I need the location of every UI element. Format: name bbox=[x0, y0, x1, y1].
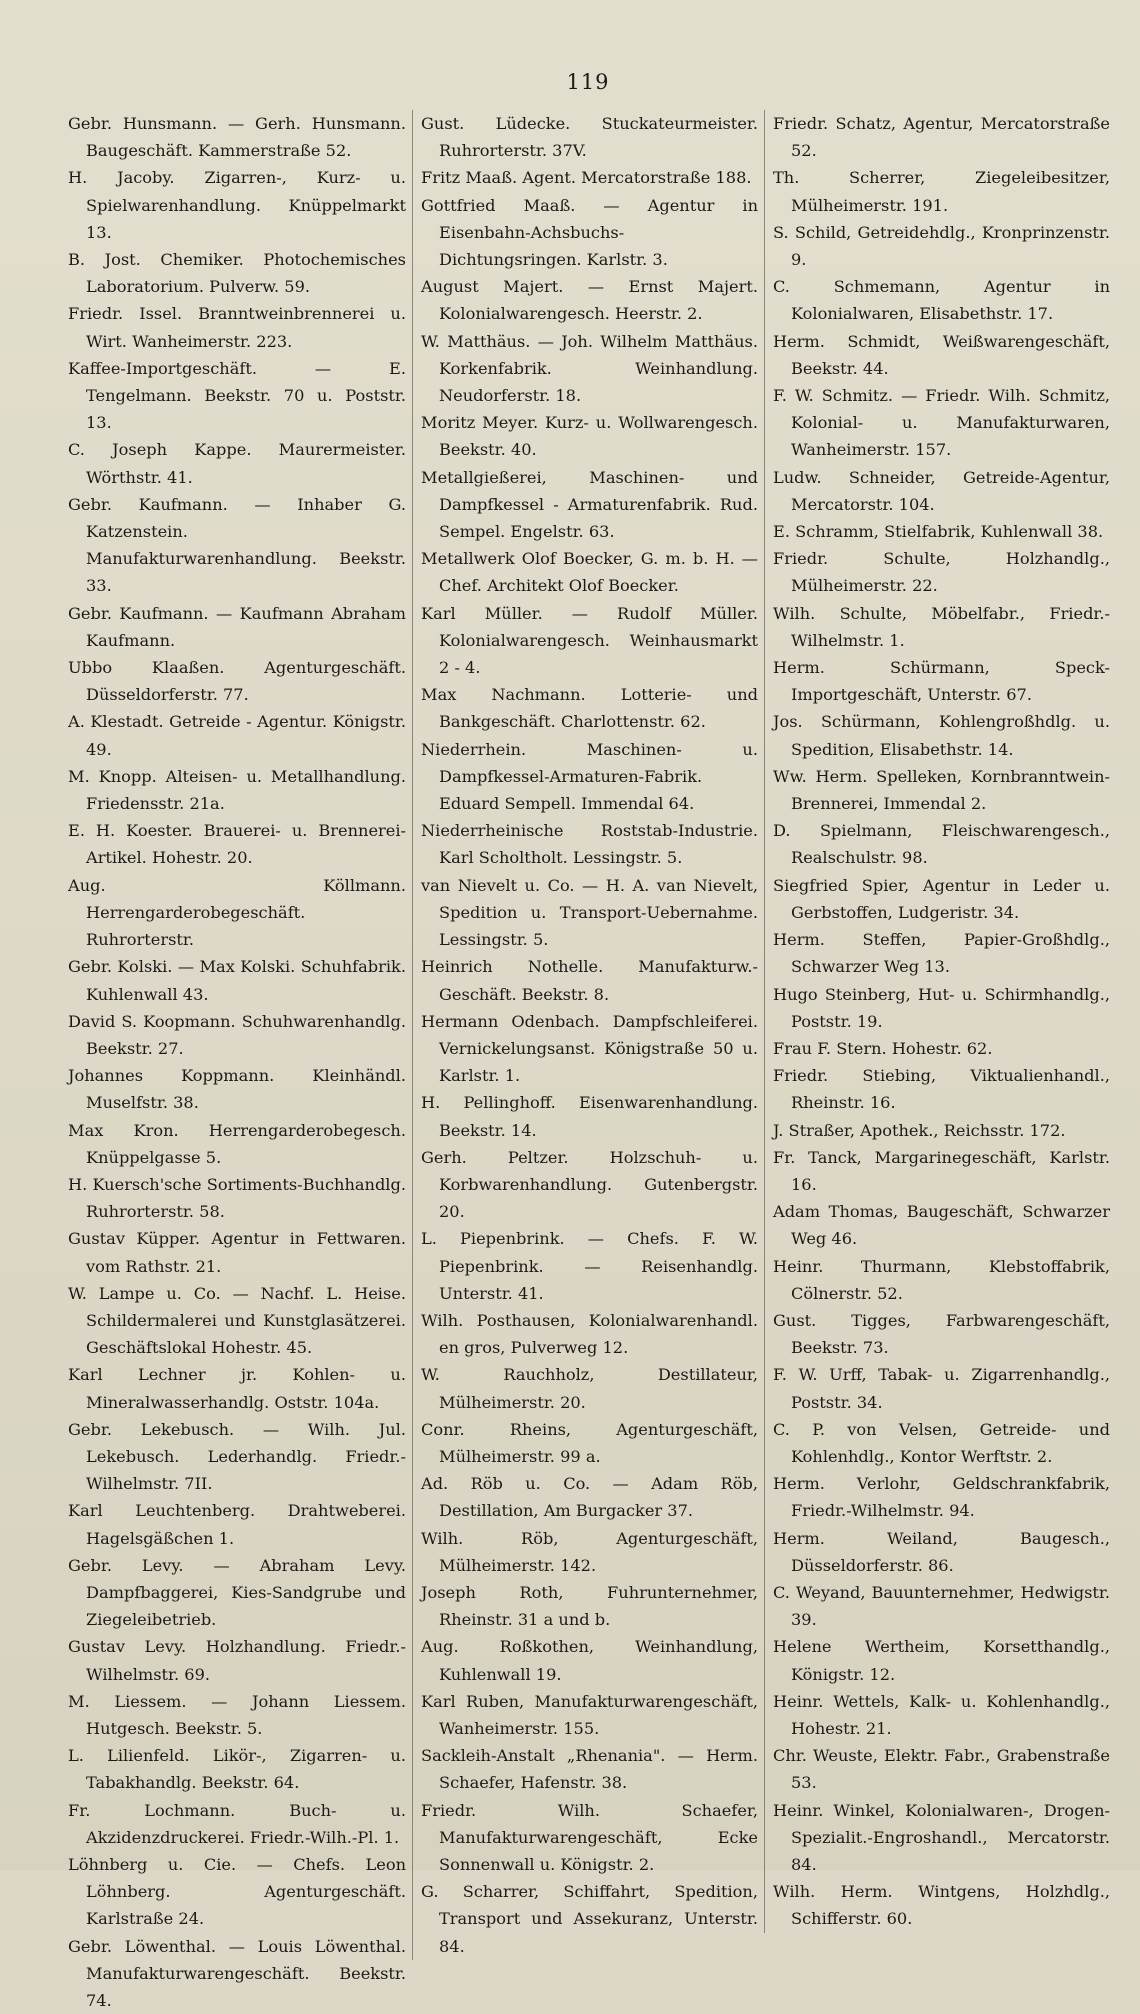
directory-entry: Karl Müller. — Rudolf Müller. Kolonialwarengesch. Weinhausmarkt 2 - 4. bbox=[421, 603, 758, 678]
directory-entry: Ubbo Klaaßen. Agenturgeschäft. Düsseldorferstr. 77. bbox=[68, 658, 406, 705]
directory-entry: G. Scharrer, Schiffahrt, Spedition, Transport und Assekuranz, Unterstr. 84. bbox=[421, 1882, 758, 1956]
directory-entry: Heinrich Nothelle. Manufakturw.-Geschäft. Beekstr. 8. bbox=[421, 957, 758, 1004]
directory-entry: Helene Wertheim, Korsetthandlg., Königstr. 12. bbox=[773, 1637, 1110, 1684]
directory-entry: Karl Ruben, Manufakturwarengeschäft, Wanheimerstr. 155. bbox=[421, 1691, 758, 1738]
directory-entry: Johannes Koppmann. Kleinhändl. Muselfstr. 38. bbox=[68, 1066, 406, 1113]
directory-entry: F. W. Schmitz. — Friedr. Wilh. Schmitz, Kolonial- u. Manufakturwaren, Wanheimerstr. 157. bbox=[773, 386, 1110, 460]
directory-entry: Gebr. Kaufmann. — Inhaber G. Katzenstein. Manufakturwarenhandlung. Beekstr. 33. bbox=[68, 494, 406, 596]
directory-entry: Friedr. Stiebing, Viktualienhandl., Rheinstr. 16. bbox=[773, 1066, 1110, 1113]
directory-entry: Gust. Lüdecke. Stuckateurmeister. Ruhrorterstr. 37V. bbox=[421, 114, 758, 161]
directory-entry: Ww. Herm. Spelleken, Kornbranntwein-Brennerei, Immendal 2. bbox=[773, 766, 1110, 814]
column-left bbox=[60, 110, 412, 2014]
directory-entry: Gebr. Hunsmann. — Gerh. Hunsmann. Baugeschäft. Kammerstraße 52. bbox=[68, 114, 406, 161]
directory-entry: Niederrhein. Maschinen- u. Dampfkessel-Armaturen-Fabrik. Eduard Sempell. Immendal 64. bbox=[421, 739, 758, 814]
directory-entry: Gebr. Lekebusch. — Wilh. Jul. Lekebusch. Lederhandlg. Friedr.-Wilhelmstr. 7II. bbox=[68, 1419, 406, 1494]
directory-entry: Niederrheinische Roststab-Industrie. Karl Scholtholt. Lessingstr. 5. bbox=[421, 821, 758, 868]
directory-entry: Adam Thomas, Baugeschäft, Schwarzer Weg 46. bbox=[773, 1202, 1110, 1249]
directory-entry: Frau F. Stern. Hohestr. 62. bbox=[773, 1038, 993, 1058]
directory-entry: M. Knopp. Alteisen- u. Metallhandlung. Friedensstr. 21a. bbox=[68, 766, 406, 814]
column-middle bbox=[412, 110, 764, 1960]
directory-entry: Joseph Roth, Fuhrunternehmer, Rheinstr. 31 a und b. bbox=[421, 1582, 758, 1630]
directory-entry: C. Schmemann, Agentur in Kolonialwaren, Elisabethstr. 17. bbox=[773, 277, 1110, 324]
directory-entry: Conr. Rheins, Agenturgeschäft, Mülheimerstr. 99 a. bbox=[421, 1419, 758, 1466]
directory-entry: Fr. Lochmann. Buch- u. Akzidenzdruckerei. Friedr.-Wilh.-Pl. 1. bbox=[68, 1800, 406, 1847]
directory-entry: Fritz Maaß. Agent. Mercatorstraße 188. bbox=[421, 168, 752, 188]
directory-entry: F. W. Urff, Tabak- u. Zigarrenhandlg., Poststr. 34. bbox=[773, 1365, 1110, 1412]
directory-entry: Friedr. Schulte, Holzhandlg., Mülheimerstr. 22. bbox=[773, 549, 1110, 596]
directory-entry: Friedr. Issel. Branntweinbrennerei u. Wirt. Wanheimerstr. 223. bbox=[68, 304, 406, 351]
directory-entry: C. Joseph Kappe. Maurermeister. Wörthstr. 41. bbox=[68, 440, 406, 487]
directory-entry: Herm. Verlohr, Geldschrankfabrik, Friedr.-Wilhelmstr. 94. bbox=[773, 1474, 1110, 1521]
directory-entry: Wilh. Schulte, Möbelfabr., Friedr.-Wilhelmstr. 1. bbox=[773, 603, 1110, 650]
directory-entry: Ludw. Schneider, Getreide-Agentur, Mercatorstr. 104. bbox=[773, 467, 1110, 514]
directory-entry: Heinr. Thurmann, Klebstoffabrik, Cölnerstr. 52. bbox=[773, 1256, 1110, 1303]
directory-entry: C. P. von Velsen, Getreide- und Kohlenhdlg., Kontor Werftstr. 2. bbox=[773, 1419, 1110, 1466]
directory-entry: M. Liessem. — Johann Liessem. Hutgesch. Beekstr. 5. bbox=[68, 1691, 406, 1738]
directory-entry: Metallgießerei, Maschinen- und Dampfkessel - Armaturenfabrik. Rud. Sempel. Engelstr. 63. bbox=[421, 467, 758, 542]
directory-entry: W. Lampe u. Co. — Nachf. L. Heise. Schildermalerei und Kunstglasätzerei. Geschäftslokal Hohestr. 45. bbox=[68, 1283, 406, 1358]
directory-entry: Gust. Tigges, Farbwarengeschäft, Beekstr. 73. bbox=[773, 1310, 1110, 1358]
directory-entry: Sackleih-Anstalt „Rhenania". — Herm. Schaefer, Hafenstr. 38. bbox=[421, 1746, 758, 1793]
directory-entry: H. Jacoby. Zigarren-, Kurz- u. Spielwarenhandlung. Knüppelmarkt 13. bbox=[68, 168, 406, 242]
directory-entry: Herm. Schmidt, Weißwarengeschäft, Beekstr. 44. bbox=[773, 331, 1110, 378]
page-number: 119 bbox=[566, 70, 610, 94]
directory-entry: Wilh. Herm. Wintgens, Holzhdlg., Schifferstr. 60. bbox=[773, 1882, 1110, 1929]
directory-entry: B. Jost. Chemiker. Photochemisches Laboratorium. Pulverw. 59. bbox=[68, 250, 406, 297]
directory-entry: Siegfried Spier, Agentur in Leder u. Gerbstoffen, Ludgeristr. 34. bbox=[773, 875, 1110, 922]
directory-entry: Friedr. Schatz, Agentur, Mercatorstraße 52. bbox=[773, 114, 1110, 161]
directory-entry: Moritz Meyer. Kurz- u. Wollwarengesch. Beekstr. 40. bbox=[421, 413, 758, 460]
directory-entry: W. Matthäus. — Joh. Wilhelm Matthäus. Korkenfabrik. Weinhandlung. Neudorferstr. 18. bbox=[421, 331, 758, 406]
directory-entry: Wilh. Posthausen, Kolonialwarenhandl. en gros, Pulverweg 12. bbox=[421, 1310, 758, 1358]
directory-entry: W. Rauchholz, Destillateur, Mülheimerstr. 20. bbox=[421, 1365, 758, 1412]
directory-entry: van Nievelt u. Co. — H. A. van Nievelt, Spedition u. Transport-Uebernahme. Lessingstr. 5. bbox=[421, 875, 758, 950]
directory-entry: Gustav Küpper. Agentur in Fettwaren. vom Rathstr. 21. bbox=[68, 1229, 406, 1276]
directory-entry: Kaffee-Importgeschäft. — E. Tengelmann. Beekstr. 70 u. Poststr. 13. bbox=[68, 358, 406, 433]
directory-entry: J. Straßer, Apothek., Reichsstr. 172. bbox=[773, 1120, 1066, 1140]
directory-entry: Th. Scherrer, Ziegeleibesitzer, Mülheimerstr. 191. bbox=[773, 168, 1110, 215]
directory-entry: A. Klestadt. Getreide - Agentur. Königstr. 49. bbox=[68, 712, 406, 759]
directory-entry: Metallwerk Olof Boecker, G. m. b. H. — Chef. Architekt Olof Boecker. bbox=[421, 549, 758, 596]
directory-entry: David S. Koopmann. Schuhwarenhandlg. Beekstr. 27. bbox=[68, 1011, 406, 1058]
directory-entry: C. Weyand, Bauunternehmer, Hedwigstr. 39. bbox=[773, 1582, 1110, 1630]
directory-entry: Ad. Röb u. Co. — Adam Röb, Destillation, Am Burgacker 37. bbox=[421, 1474, 758, 1521]
directory-entry: Gebr. Löwenthal. — Louis Löwenthal. Manufakturwarengeschäft. Beekstr. 74. bbox=[68, 1936, 406, 2011]
directory-entry: Hugo Steinberg, Hut- u. Schirmhandlg., Poststr. 19. bbox=[773, 984, 1110, 1031]
directory-entry: Gottfried Maaß. — Agentur in Eisenbahn-Achsbuchs-Dichtungsringen. Karlstr. 3. bbox=[421, 195, 758, 270]
directory-entry: Karl Lechner jr. Kohlen- u. Mineralwasserhandlg. Oststr. 104a. bbox=[68, 1365, 406, 1412]
directory-entry: Herm. Schürmann, Speck-Importgeschäft, Unterstr. 67. bbox=[773, 658, 1110, 705]
directory-entry: Heinr. Wettels, Kalk- u. Kohlenhandlg., Hohestr. 21. bbox=[773, 1691, 1110, 1738]
directory-entry: L. Piepenbrink. — Chefs. F. W. Piepenbrink. — Reisenhandlg. Unterstr. 41. bbox=[421, 1229, 758, 1303]
directory-entry: Max Kron. Herrengarderobegesch. Knüppelgasse 5. bbox=[68, 1120, 406, 1167]
directory-entry: Heinr. Winkel, Kolonialwaren-, Drogen-Spezialit.-Engroshandl., Mercatorstr. 84. bbox=[773, 1800, 1110, 1874]
directory-entry: Friedr. Wilh. Schaefer, Manufakturwarengeschäft, Ecke Sonnenwall u. Königstr. 2. bbox=[421, 1800, 758, 1874]
directory-entry: L. Lilienfeld. Likör-, Zigarren- u. Tabakhandlg. Beekstr. 64. bbox=[68, 1746, 406, 1793]
directory-entry: August Majert. — Ernst Majert. Kolonialwarengesch. Heerstr. 2. bbox=[421, 277, 758, 324]
directory-entry: E. H. Koester. Brauerei- u. Brennerei-Artikel. Hohestr. 20. bbox=[68, 821, 406, 868]
directory-columns bbox=[60, 110, 1116, 2014]
column-right bbox=[764, 110, 1116, 1933]
directory-entry: Herm. Steffen, Papier-Großhdlg., Schwarzer Weg 13. bbox=[773, 930, 1110, 977]
directory-entry: Aug. Köllmann. Herrengarderobegeschäft. Ruhrorterstr. bbox=[68, 875, 406, 950]
directory-entry: Gebr. Kolski. — Max Kolski. Schuhfabrik. Kuhlenwall 43. bbox=[68, 957, 406, 1004]
directory-entry: E. Schramm, Stielfabrik, Kuhlenwall 38. bbox=[773, 522, 1104, 542]
directory-entry: Gebr. Levy. — Abraham Levy. Dampfbaggerei, Kies-Sandgrube und Ziegeleibetrieb. bbox=[68, 1555, 406, 1630]
directory-entry: Chr. Weuste, Elektr. Fabr., Grabenstraße 53. bbox=[773, 1746, 1110, 1793]
directory-entry: H. Pellinghoff. Eisenwarenhandlung. Beekstr. 14. bbox=[421, 1093, 758, 1140]
directory-entry: D. Spielmann, Fleischwarengesch., Realschulstr. 98. bbox=[773, 821, 1110, 868]
directory-entry: Wilh. Röb, Agenturgeschäft, Mülheimerstr. 142. bbox=[421, 1528, 758, 1575]
directory-entry: H. Kuersch'sche Sortiments-Buchhandlg. Ruhrorterstr. 58. bbox=[68, 1174, 406, 1222]
directory-entry: Aug. Roßkothen, Weinhandlung, Kuhlenwall 19. bbox=[421, 1637, 758, 1684]
directory-entry: Hermann Odenbach. Dampfschleiferei. Vernickelungsanst. Königstraße 50 u. Karlstr. 1. bbox=[421, 1011, 758, 1086]
directory-entry: Gustav Levy. Holzhandlung. Friedr.-Wilhelmstr. 69. bbox=[68, 1637, 406, 1684]
directory-entry: Löhnberg u. Cie. — Chefs. Leon Löhnberg. Agenturgeschäft. Karlstraße 24. bbox=[68, 1855, 406, 1929]
directory-entry: Max Nachmann. Lotterie- und Bankgeschäft. Charlottenstr. 62. bbox=[421, 685, 758, 732]
directory-entry: Herm. Weiland, Baugesch., Düsseldorferstr. 86. bbox=[773, 1528, 1110, 1575]
directory-entry: Gebr. Kaufmann. — Kaufmann Abraham Kaufmann. bbox=[68, 603, 406, 650]
directory-entry: Jos. Schürmann, Kohlengroßhdlg. u. Spedition, Elisabethstr. 14. bbox=[773, 712, 1110, 759]
directory-entry: Fr. Tanck, Margarinegeschäft, Karlstr. 16. bbox=[773, 1147, 1110, 1194]
directory-entry: Gerh. Peltzer. Holzschuh- u. Korbwarenhandlung. Gutenbergstr. 20. bbox=[421, 1147, 758, 1222]
directory-entry: Karl Leuchtenberg. Drahtweberei. Hagelsgäßchen 1. bbox=[68, 1501, 406, 1548]
directory-entry: S. Schild, Getreidehdlg., Kronprinzenstr. 9. bbox=[773, 222, 1110, 270]
